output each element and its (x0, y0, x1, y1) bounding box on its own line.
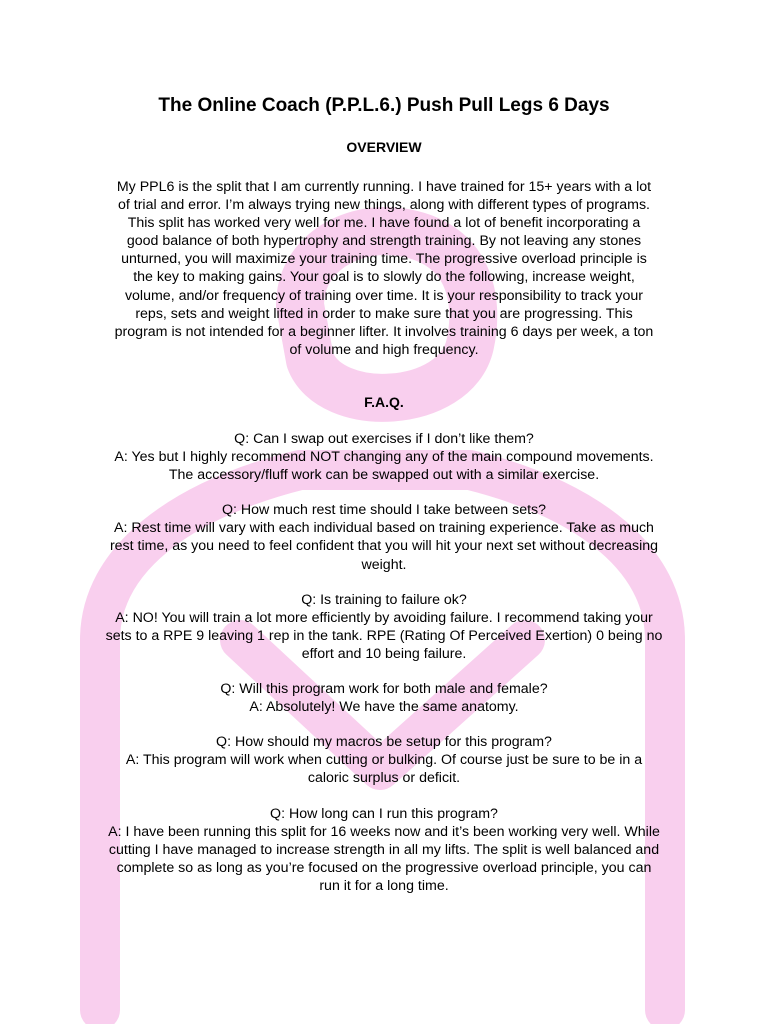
faq-question: Q: Will this program work for both male and female? (220, 681, 548, 698)
overview-paragraph: My PPL6 is the split that I am currently running. I have trained for 15+ years with a lot of trial and error. I’m always trying new things, along with different types of programs. This split has worked very well for me. I have found a lot of benefit incorporating a good balance of both hypertrophy and strength training. By not leaving any stones unturned, you will maximize your training time. The progressive overload principle is the key to making gains. Your goal is to slowly do the following, increase weight, volume, and/or frequency of training over time. It is your responsibility to track your reps, sets and weight lifted in order to make sure that you are progressing. This program is not intended for a beginner lifter. It involves training 6 days per week, a ton of volume and high frequency. (114, 179, 654, 358)
faq-item (105, 733, 663, 787)
faq-question: Q: Is training to failure ok? (301, 591, 467, 608)
faq-item (105, 501, 663, 573)
page-title: The Online Coach (P.P.L.6.) Push Pull Legs 6 Days (158, 95, 610, 116)
faq-item (105, 591, 663, 663)
faq-question: Q: How long can I run this program? (270, 805, 498, 822)
faq-question: Q: How should my macros be setup for this program? (216, 734, 552, 751)
faq-answer: A: NO! You will train a lot more efficiently by avoiding failure. I recommend taking your sets to a RPE 9 leaving 1 rep in the tank. RPE (Rating Of Perceived Exertion) 0 being no effort and 10 being failure. (105, 609, 663, 662)
faq-question: Q: Can I swap out exercises if I don’t like them? (234, 431, 534, 447)
faq-answer: A: Rest time will vary with each individual based on training experience. Take as much rest time, as you need to feel confident that you will hit your next set without decreasing weight. (109, 520, 659, 573)
faq-item (105, 805, 663, 895)
faq-item (105, 680, 663, 716)
faq-question: Q: How much rest time should I take between sets? (221, 502, 547, 519)
faq-item (105, 430, 663, 484)
faq-answer: A: Absolutely! We have the same anatomy. (249, 699, 519, 716)
faq-answer: A: Yes but I highly recommend NOT changing any of the main compound movements. The accessory/fluff work can be swapped out with a similar exercise. (114, 449, 654, 484)
faq-answer: A: This program will work when cutting or bulking. Of course just be sure to be in a caloric surplus or deficit. (125, 752, 643, 787)
faq-list (105, 430, 663, 912)
overview-heading: OVERVIEW (346, 139, 422, 155)
faq-heading: F.A.Q. (364, 394, 404, 410)
faq-answer: A: I have been running this split for 16 weeks now and it’s been working very well. While cutting I have managed to increase strength in all my lifts. The split is well balanced and complete so as long as you’re focused on the progressive overload principle, you can run it for a long time. (108, 823, 660, 894)
